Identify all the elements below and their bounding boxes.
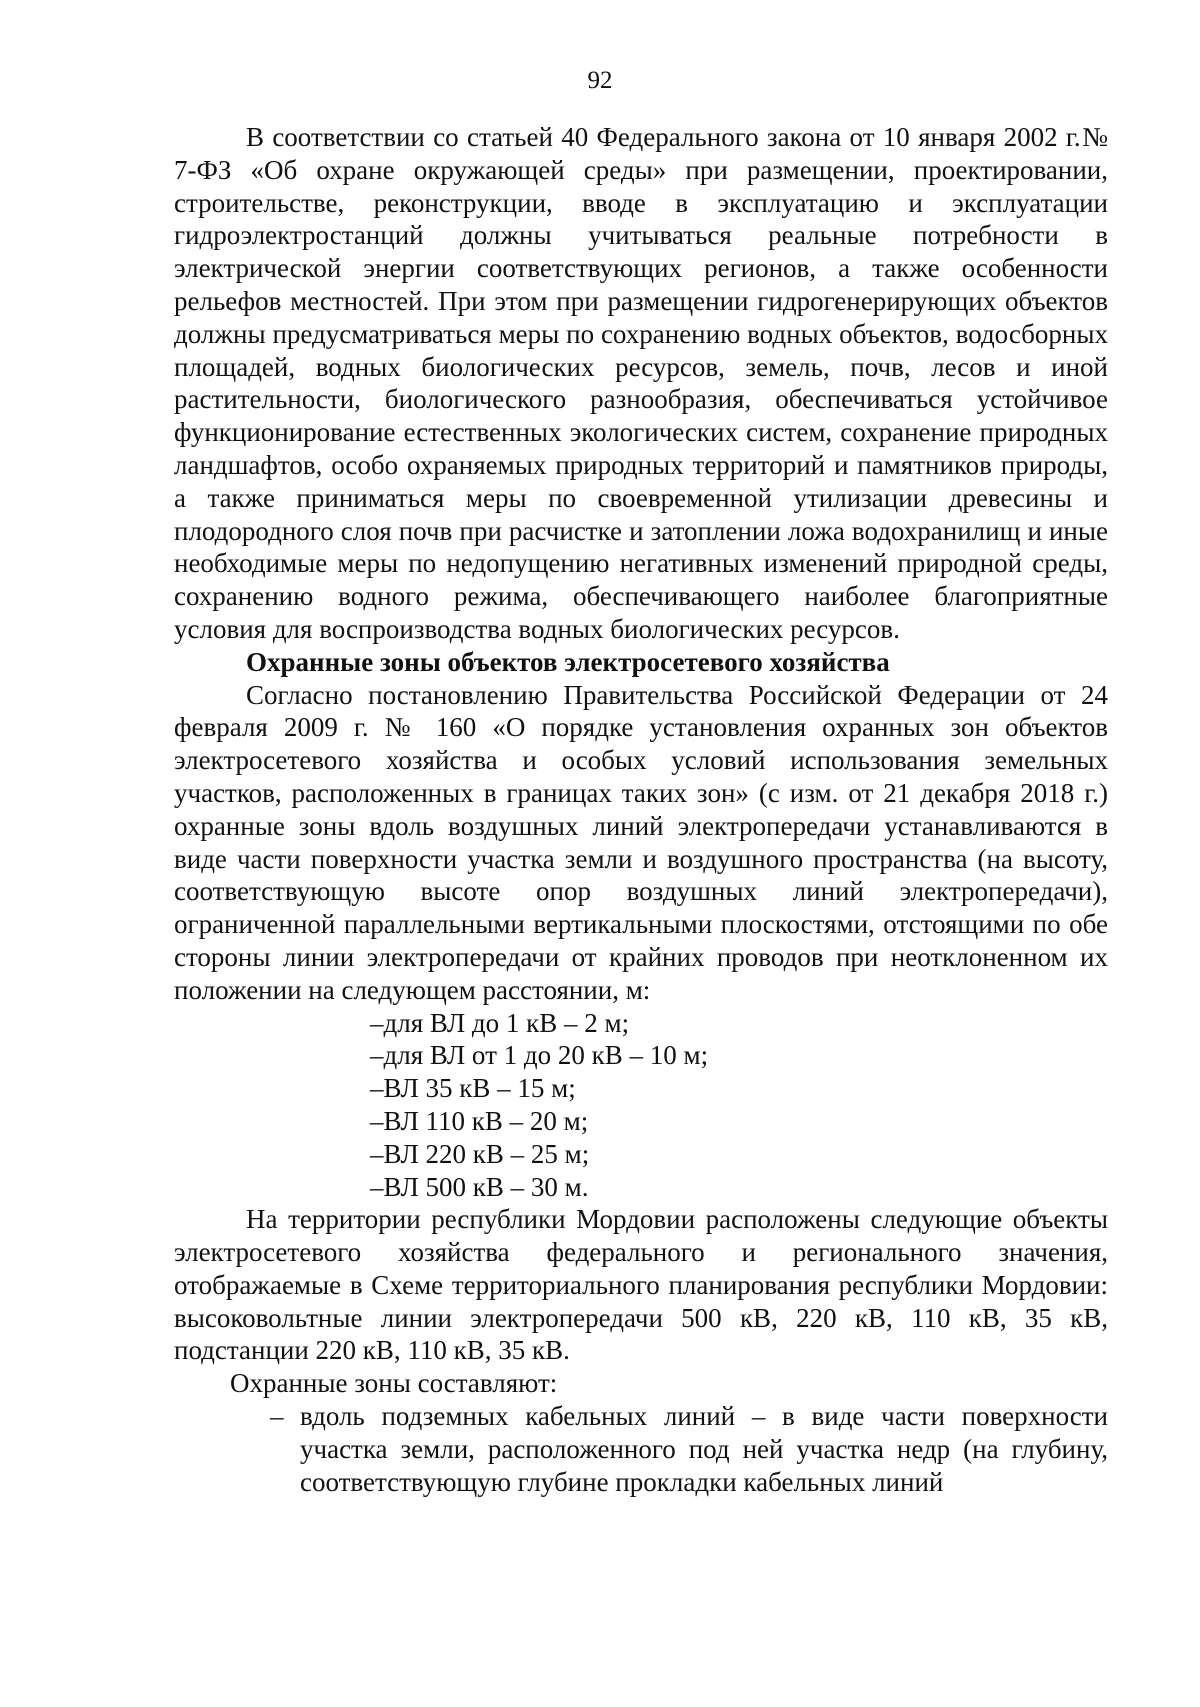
zone-list: [174, 1400, 1108, 1498]
page-content: [174, 121, 1108, 1498]
distance-list: [174, 1007, 1108, 1204]
page-number: 92: [587, 67, 613, 94]
distance-item: –ВЛ 500 кВ – 30 м.: [370, 1171, 589, 1202]
zone-item-text: вдоль подземных кабельных линий – в виде части поверхности участка земли, расположенного под ней участка недр (на глубину, соответствующую глубине прокладки кабельных линий: [300, 1401, 1108, 1497]
list-marker: –: [270, 1401, 284, 1432]
distance-item: –ВЛ 220 кВ – 25 м;: [370, 1138, 590, 1169]
paragraph-hydro-plants: В соответствии со статьей 40 Федерального закона от 10 января 2002 г.№ 7-ФЗ «Об охране окружающей среды» при размещении, проектировании, строительстве, реконструкции, вводе в эксплуатацию и эксплуатации гидроэлектростанций должны учитываться реальные потребности в электрической энергии соответствующих регионов, а также особенности рельефов местностей. При этом при размещении гидрогенерирующих объектов должны предусматриваться меры по сохранению водных объектов, водосборных площадей, водных биологических ресурсов, земель, почв, лесов и иной растительности, биологического разнообразия, обеспечиваться устойчивое функционирование естественных экологических систем, сохранение природных ландшафтов, особо охраняемых природных территорий и памятников природы, а также приниматься меры по своевременной утилизации древесины и плодородного слоя почв при расчистке и затоплении ложа водохранилищ и иные необходимые меры по недопущению негативных изменений природной среды, сохранению водного режима, обеспечивающего наиболее благоприятные условия для воспроизводства водных биологических ресурсов.: [174, 122, 1108, 644]
paragraph-zones-intro: Охранные зоны составляют:: [230, 1368, 558, 1399]
distance-item: –для ВЛ от 1 до 20 кВ – 10 м;: [370, 1040, 709, 1071]
section-heading: Охранные зоны объектов электросетевого хозяйства: [246, 646, 890, 677]
distance-item: –ВЛ 35 кВ – 15 м;: [370, 1073, 576, 1104]
distance-item: –для ВЛ до 1 кВ – 2 м;: [370, 1007, 630, 1038]
paragraph-mordovia-objects: На территории республики Мордовии расположены следующие объекты электросетевого хозяйства федерального и регионального значения, отображаемые в Схеме территориального планирования республики Мордовии: высоковольтные линии электропередачи 500 кВ, 220 кВ, 110 кВ, 35 кВ, подстанции 220 кВ, 110 кВ, 35 кВ.: [174, 1204, 1108, 1366]
distance-item: –ВЛ 110 кВ – 20 м;: [370, 1105, 589, 1136]
zone-item: [174, 1400, 1108, 1498]
paragraph-protection-zones: Согласно постановлению Правительства Российской Федерации от 24 февраля 2009 г. № 160 «О порядке установления охранных зон объектов электросетевого хозяйства и особых условий использования земельных участков, расположенных в границах таких зон» (с изм. от 21 декабря 2018 г.) охранные зоны вдоль воздушных линий электропередачи устанавливаются в виде части поверхности участка земли и воздушного пространства (на высоту, соответствующую высоте опор воздушных линий электропередачи), ограниченной параллельными вертикальными плоскостями, отстоящими по обе стороны линии электропередачи от крайних проводов при неотклоненном их положении на следующем расстоянии, м:: [174, 679, 1108, 1005]
